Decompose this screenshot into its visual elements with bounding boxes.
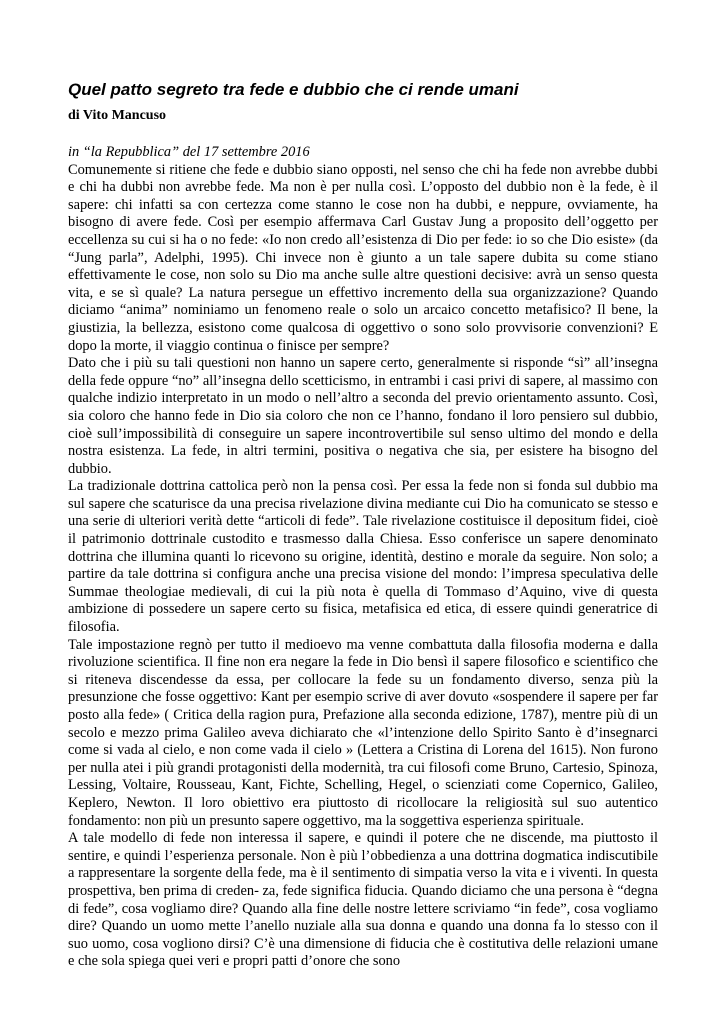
article-author: di Vito Mancuso — [68, 108, 167, 123]
article-source: in “la Repubblica” del 17 settembre 2016 — [68, 144, 310, 160]
article-body — [68, 162, 658, 971]
paragraph: La tradizionale dottrina cattolica però non la pensa così. Per essa la fede non si fonda sul dubbio ma sul sapere che scaturisce da una precisa rivelazione divina mediante cui Dio ha comunicato se stesso e una serie di ulteriori verità dette “articoli di fede”. Tale rivelazione costituisce il depositum fidei, cioè il patrimonio dottrinale custodito e trasmesso dalla Chiesa. Esso conferisce un sapere denominato dottrina che illumina quanti lo ricevono su origine, identità, destino e morale da seguire. Non solo; a partire da tale dottrina si configura anche una precisa visione del mondo: l’impresa speculativa delle Summae theologiae medievali, di cui la più nota è quella di Tommaso d’Aquino, vive di questa ambizione di possedere un sapere certo su fisica, metafisica ed etica, di essere quindi generatrice di filosofia. — [68, 478, 658, 636]
paragraph: Dato che i più su tali questioni non hanno un sapere certo, generalmente si risponde “sì” all’insegna della fede oppure “no” all’insegna dello scetticismo, in entrambi i casi privi di sapere, al massimo con qualche indizio interpretato in un modo o nell’altro a seconda del previo orientamento assunto. Così, sia coloro che hanno fede in Dio sia coloro che non ce l’hanno, fondano il loro pensiero sul dubbio, cioè sull’impossibilità di conseguire un sapere incontrovertibile sul senso ultimo del mondo e della nostra esistenza. La fede, in altri termini, positiva o negativa che sia, per esistere ha bisogno del dubbio. — [68, 355, 658, 477]
paragraph: Tale impostazione regnò per tutto il medioevo ma venne combattuta dalla filosofia moderna e dalla rivoluzione scientifica. Il fine non era negare la fede in Dio bensì il sapere filosofico e scientifico che si riteneva discendesse da essa, per collocare la fede su un fondamento diverso, senza più la presunzione che fosse oggettivo: Kant per esempio scrive di aver dovuto «sospendere il sapere per far posto alla fede» ( Critica della ragion pura, Prefazione alla seconda edizione, 1787), mentre più di un secolo e mezzo prima Galileo aveva dichiarato che «l’intenzione dello Spirito Santo è d’insegnarci come si vada al cielo, e non come vada il cielo » (Lettera a Cristina di Lorena del 1615). Non furono per nulla atei i più grandi protagonisti della modernità, tra cui filosofi come Bruno, Cartesio, Spinoza, Lessing, Voltaire, Rousseau, Kant, Fichte, Schelling, Hegel, o scienziati come Copernico, Galileo, Keplero, Newton. Il loro obiettivo era piuttosto di ricollocare la religiosità sul suo autentico fondamento: non più un presunto sapere oggettivo, ma la soggettiva esperienza spirituale. — [68, 636, 658, 829]
paragraph: A tale modello di fede non interessa il sapere, e quindi il potere che ne discende, ma piuttosto il sentire, e quindi l’esperienza personale. Non è più l’obbedienza a una dottrina dogmatica indiscutibile a rappresentare la sorgente della fede, ma è il sentimento di simpatia verso la vita e i viventi. In questa prospettiva, ben prima di creden- za, fede significa fiducia. Quando diciamo che una persona è “degna di fede”, cosa vogliamo dire? Quando alla fine delle nostre lettere scriviamo “in fede”, cosa vogliamo dire? Quando un uomo mette l’anello nuziale alla sua donna e quando una donna fa lo stesso con il suo uomo, cosa vogliono dirsi? C’è una dimensione di fiducia che è costitutiva delle relazioni umane e che sola spiega quei veri e propri patti d’onore che sono — [68, 830, 658, 970]
article-title: Quel patto segreto tra fede e dubbio che ci rende umani — [68, 80, 519, 99]
document-page — [68, 78, 658, 971]
paragraph: Comunemente si ritiene che fede e dubbio siano opposti, nel senso che chi ha fede non avrebbe dubbi e chi ha dubbi non avrebbe fede. Ma non è per nulla così. L’opposto del dubbio non è la fede, è il sapere: chi infatti sa con certezza come stanno le cose non ha dubbi, e neppure, ovviamente, ha bisogno di avere fede. Così per esempio affermava Carl Gustav Jung a proposito dell’oggetto per eccellenza su cui si ha o no fede: «Io non credo all’esistenza di Dio per fede: io so che Dio esiste» (da “Jung parla”, Adelphi, 1995). Chi invece non è giunto a un tale sapere dubita su come stiano effettivamente le cose, non solo su Dio ma anche sulle altre questioni decisive: avrà un senso questa vita, e se sì quale? La natura persegue un effettivo incremento della sua organizzazione? Quando diciamo “anima” nominiamo un fenomeno reale o solo un arcaico concetto metafisico? Il bene, la giustizia, la bellezza, esistono come qualcosa di oggettivo o sono solo provvisorie convenzioni? E dopo la morte, il viaggio continua o finisce per sempre? — [68, 161, 658, 354]
